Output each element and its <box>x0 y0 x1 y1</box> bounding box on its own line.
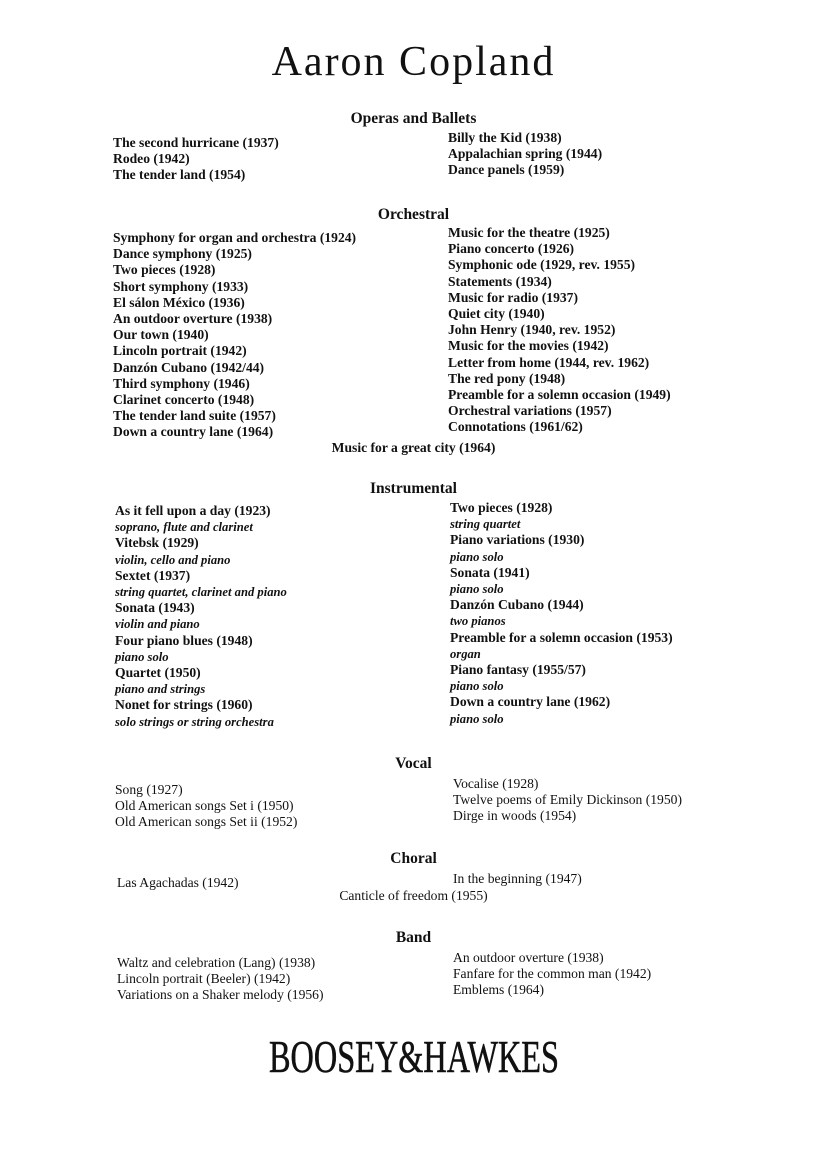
list-item: Song (1927) <box>115 782 183 797</box>
operas-right-column <box>448 130 602 179</box>
list-item: Orchestral variations (1957) <box>448 403 612 419</box>
list-item: Waltz and celebration (Lang) (1938) <box>117 955 316 970</box>
orchestral-right-column <box>448 225 671 436</box>
list-item: Rodeo (1942) <box>113 151 190 167</box>
list-item: Danzón Cubano (1942/44) <box>113 359 265 375</box>
list-item: Statements (1934) <box>448 273 552 289</box>
list-item-scoring: violin and piano <box>115 617 200 632</box>
list-item-scoring: piano solo <box>450 711 504 726</box>
orchestral-left-column <box>113 230 356 441</box>
vocal-left-column <box>115 782 297 831</box>
list-item: El sálon México (1936) <box>113 294 245 310</box>
list-item: Music for radio (1937) <box>448 289 579 305</box>
list-item-title: Preamble for a solemn occasion (1953) <box>450 629 673 645</box>
list-item: Dirge in woods (1954) <box>453 808 577 824</box>
list-item-title: Sonata (1943) <box>115 600 195 616</box>
list-item: John Henry (1940, rev. 1952) <box>448 322 616 338</box>
svg-text:BOOSEY&HAWKES: BOOSEY&HAWKES <box>268 1031 559 1082</box>
list-item-title: Two pieces (1928) <box>450 500 553 515</box>
band-right-column <box>453 950 651 999</box>
list-item: Letter from home (1944, rev. 1962) <box>448 354 650 370</box>
list-item-scoring: two pianos <box>450 614 506 629</box>
section-heading-instrumental: Instrumental <box>370 480 457 497</box>
list-item-title: Sextet (1937) <box>115 567 191 583</box>
page-title: Aaron Copland <box>271 39 556 85</box>
list-item-title: Vitebsk (1929) <box>115 535 199 551</box>
list-item: The tender land (1954) <box>113 167 246 183</box>
list-item-title: Piano variations (1930) <box>450 532 585 548</box>
list-item: The tender land suite (1957) <box>113 408 276 424</box>
list-item-scoring: piano solo <box>450 679 504 694</box>
list-item: An outdoor overture (1938) <box>113 311 273 327</box>
list-item: Symphony for organ and orchestra (1924) <box>113 230 357 245</box>
list-item: The red pony (1948) <box>448 370 566 386</box>
list-item-title: Quartet (1950) <box>115 665 201 681</box>
list-item-scoring: piano solo <box>450 549 504 564</box>
list-item: Vocalise (1928) <box>453 776 539 791</box>
orchestral-center-item: Music for a great city (1964) <box>331 440 496 455</box>
list-item-title: Danzón Cubano (1944) <box>450 597 584 613</box>
choral-right-column <box>453 871 582 887</box>
section-heading-band: Band <box>395 929 432 946</box>
section-heading-orchestral: Orchestral <box>377 206 450 223</box>
operas-left-column <box>113 135 279 184</box>
list-item: Fanfare for the common man (1942) <box>453 966 652 982</box>
list-item-scoring: piano solo <box>115 649 169 664</box>
list-item: Old American songs Set i (1950) <box>115 798 294 814</box>
choral-center-item: Canticle of freedom (1955) <box>339 888 488 903</box>
list-item: In the beginning (1947) <box>453 871 582 886</box>
list-item: Variations on a Shaker melody (1956) <box>117 987 324 1003</box>
list-item-scoring: soprano, flute and clarinet <box>115 520 253 535</box>
instrumental-left-column <box>115 503 287 730</box>
list-item: Appalachian spring (1944) <box>448 146 603 162</box>
list-item: Short symphony (1933) <box>113 278 249 294</box>
boosey-hawkes-logo-icon <box>264 1012 564 1092</box>
band-left-column <box>117 955 324 1004</box>
list-item: Lincoln portrait (1942) <box>113 343 247 359</box>
list-item-title: As it fell upon a day (1923) <box>115 503 271 518</box>
list-item-scoring: violin, cello and piano <box>115 552 231 567</box>
list-item-title: Sonata (1941) <box>450 564 530 580</box>
list-item-scoring: solo strings or string orchestra <box>115 714 274 729</box>
list-item: Lincoln portrait (Beeler) (1942) <box>117 971 291 987</box>
list-item: Preamble for a solemn occasion (1949) <box>448 387 671 403</box>
list-item-title: Four piano blues (1948) <box>115 632 253 648</box>
list-item: Dance panels (1959) <box>448 162 565 178</box>
list-item: Las Agachadas (1942) <box>117 875 239 890</box>
list-item: Symphonic ode (1929, rev. 1955) <box>448 257 636 273</box>
list-item: Old American songs Set ii (1952) <box>115 814 298 830</box>
list-item: Music for the movies (1942) <box>448 338 609 354</box>
list-item: Quiet city (1940) <box>448 306 545 322</box>
list-item: Billy the Kid (1938) <box>448 130 562 145</box>
instrumental-right-column <box>450 500 673 727</box>
publisher-logo <box>0 1012 827 1097</box>
list-item: Third symphony (1946) <box>113 375 250 391</box>
list-item-title: Piano fantasy (1955/57) <box>450 662 586 678</box>
list-item: Emblems (1964) <box>453 982 544 998</box>
list-item: Clarinet concerto (1948) <box>113 392 255 408</box>
list-item-scoring: string quartet, clarinet and piano <box>115 585 287 600</box>
list-item: Connotations (1961/62) <box>448 419 583 435</box>
list-item-scoring: organ <box>450 646 481 661</box>
list-item-title: Nonet for strings (1960) <box>115 697 253 713</box>
list-item: An outdoor overture (1938) <box>453 950 604 965</box>
list-item-scoring: string quartet <box>450 517 521 532</box>
list-item: Two pieces (1928) <box>113 262 216 278</box>
section-heading-operas: Operas and Ballets <box>350 110 477 127</box>
list-item-scoring: piano solo <box>450 582 504 597</box>
list-item: Music for the theatre (1925) <box>448 225 610 240</box>
list-item: The second hurricane (1937) <box>113 135 279 150</box>
list-item: Piano concerto (1926) <box>448 241 575 257</box>
list-item-scoring: piano and strings <box>115 682 206 697</box>
section-heading-choral: Choral <box>390 850 437 867</box>
list-item-title: Down a country lane (1962) <box>450 694 611 710</box>
section-heading-vocal: Vocal <box>395 755 432 772</box>
list-item: Our town (1940) <box>113 327 209 343</box>
list-item: Dance symphony (1925) <box>113 246 252 262</box>
list-item: Down a country lane (1964) <box>113 424 274 440</box>
list-item: Twelve poems of Emily Dickinson (1950) <box>453 792 682 808</box>
vocal-right-column <box>453 776 682 825</box>
